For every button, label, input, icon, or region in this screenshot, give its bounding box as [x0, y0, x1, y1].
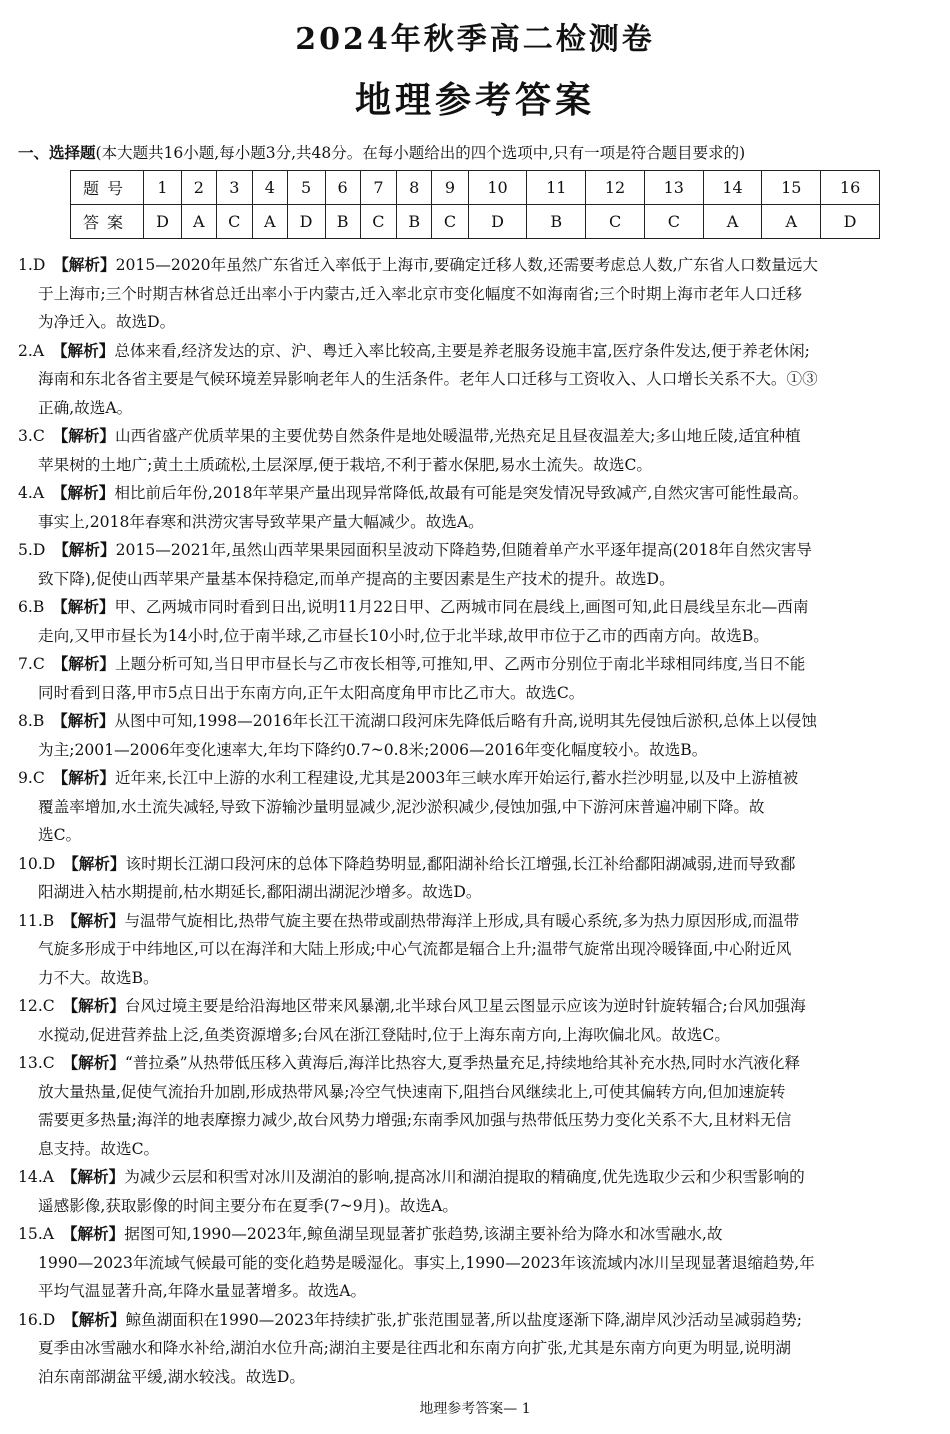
explanation-line: 事实上,2018年春寒和洪涝灾害导致苹果产量大幅减少。故选A。: [38, 512, 484, 531]
explanation-line: 夏季由冰雪融水和降水补给,湖泊水位升高;湖泊主要是往西北和东南方向扩张,尤其是东南方向更为明显,说明湖: [38, 1339, 792, 1357]
explanation-item: [18, 536, 934, 593]
answer-cell: A: [182, 205, 217, 239]
explanation-line: [18, 650, 934, 679]
explanation-text: 与温带气旋相比,热带气旋主要在热带或副热带海洋上形成,具有暖心系统,多为热力原因形成,而温带: [124, 911, 800, 930]
item-number: 14.A: [18, 1168, 55, 1186]
answer-cell: A: [762, 205, 821, 239]
explanation-item: [18, 593, 934, 650]
explanation-item: [18, 650, 934, 707]
explanation-line: 需要更多热量;海洋的地表摩擦力减少,故台风势力增强;东南季风加强与热带低压势力变化关系不大,且材料无信: [38, 1111, 792, 1129]
explanation-line: [18, 764, 934, 793]
explanation-text: 近年来,长江中上游的水利工程建设,尤其是2003年三峡水库开始运行,蓄水拦沙明显,以及中上游植被: [115, 769, 799, 787]
explanation-line: [18, 337, 934, 366]
answer-table-row-answers: [71, 205, 880, 239]
item-number: 11.B: [18, 911, 55, 930]
explanation-line: 于上海市;三个时期吉林省总迁出率小于内蒙古,迁入率北京市变化幅度不如海南省;三个时期上海市老年人口迁移: [38, 284, 802, 303]
item-number: 4.A: [18, 484, 45, 502]
table-header-answer: 答案: [71, 205, 144, 239]
explanation-line: 选C。: [38, 826, 82, 844]
item-number: 5.D: [18, 541, 46, 559]
explanation-line: 致下降),促使山西苹果产量基本保持稳定,而单产提高的主要因素是生产技术的提升。故选D。: [38, 569, 675, 588]
analysis-tag: 【解析】: [63, 1309, 126, 1329]
explanation-line: 海南和东北各省主要是气候环境差异影响老年人的生活条件。老年人口迁移与工资收入、人口增长关系不大。①③: [38, 370, 818, 388]
answer-cell: D: [144, 205, 182, 239]
explanation-item: [18, 707, 934, 764]
explanation-line: 息支持。故选C。: [38, 1139, 160, 1158]
explanation-line: [18, 1049, 934, 1078]
explanation-line: 泊东南部湖盆平缓,湖水较浅。故选D。: [38, 1367, 305, 1386]
explanation-line: [18, 1220, 934, 1249]
analysis-tag: 【解析】: [52, 597, 115, 616]
explanation-line: 平均气温显著升高,年降水量显著增多。故选A。: [38, 1282, 367, 1300]
explanation-line: 水搅动,促进营养盐上泛,鱼类资源增多;台风在浙江登陆时,位于上海东南方向,上海吹偏北风。故选C。: [38, 1025, 730, 1044]
question-number-cell: 7: [360, 171, 396, 205]
question-number-cell: 12: [586, 171, 645, 205]
answer-cell: A: [253, 205, 288, 239]
question-number-cell: 4: [253, 171, 288, 205]
explanation-text: 2015—2020年虽然广东省迁入率低于上海市,要确定迁移人数,还需要考虑总人数,广东省人口数量远大: [115, 256, 818, 274]
explanation-item: [18, 1049, 934, 1163]
item-number: 7.C: [18, 655, 45, 673]
analysis-tag: 【解析】: [51, 483, 115, 502]
analysis-tag: 【解析】: [63, 853, 126, 873]
explanation-line: 走向,又甲市昼长为14小时,位于南半球,乙市昼长10小时,位于北半球,故甲市位于乙市的西南方向。故选B。: [38, 626, 769, 645]
explanation-line: [18, 1306, 934, 1335]
question-number-cell: 6: [325, 171, 360, 205]
question-number-cell: 1: [144, 171, 182, 205]
question-number-cell: 14: [703, 171, 762, 205]
section-heading: [18, 141, 938, 163]
explanation-line: 同时看到日落,甲市5点日出于东南方向,正午太阳高度角甲市比乙市大。故选C。: [38, 683, 585, 702]
answer-cell: C: [644, 205, 703, 239]
answer-cell: B: [397, 205, 432, 239]
answer-cell: C: [432, 205, 468, 239]
explanation-line: 气旋多形成于中纬地区,可以在海洋和大陆上形成;中心气流都是辐合上升;温带气旋常出现冷暖锋面,中心附近风: [38, 940, 792, 958]
page-footer: 地理参考答案— 1: [419, 1401, 531, 1417]
explanation-line: [18, 907, 934, 936]
explanation-item: [18, 251, 934, 337]
explanation-line: 遥感影像,获取影像的时间主要分布在夏季(7~9月)。故选A。: [38, 1196, 458, 1215]
analysis-tag: 【解析】: [52, 426, 115, 445]
explanation-line: 1990—2023年流域气候最可能的变化趋势是暖湿化。事实上,1990—2023年该流域内冰川呈现显著退缩趋势,年: [38, 1253, 815, 1272]
explanation-item: [18, 337, 934, 423]
answer-cell: D: [821, 205, 880, 239]
item-number: 2.A: [18, 341, 45, 360]
item-number: 8.B: [18, 712, 45, 730]
question-number-cell: 8: [397, 171, 432, 205]
item-number: 15.A: [18, 1225, 55, 1243]
explanation-line: 覆盖率增加,水土流失减轻,导致下游输沙量明显减少,泥沙淤积减少,侵蚀加强,中下游河床普遍冲刷下降。故: [38, 797, 765, 816]
analysis-tag: 【解析】: [62, 1053, 125, 1072]
answer-cell: B: [325, 205, 360, 239]
explanation-line: [18, 992, 934, 1021]
explanation-line: [18, 479, 934, 508]
answer-table-row-numbers: [71, 171, 880, 205]
item-number: 3.C: [18, 427, 45, 445]
question-number-cell: 2: [182, 171, 217, 205]
explanation-list: [18, 251, 934, 1391]
explanation-item: [18, 1220, 934, 1306]
explanation-line: 为主;2001—2006年变化速率大,年均下降约0.7~0.8米;2006—2016年变化幅度较小。故选B。: [38, 740, 708, 759]
question-number-cell: 16: [821, 171, 880, 205]
exam-title: 2024年秋季高二检测卷: [295, 22, 655, 57]
analysis-tag: 【解析】: [52, 711, 115, 730]
answer-cell: C: [360, 205, 396, 239]
analysis-tag: 【解析】: [51, 340, 115, 360]
explanation-text: 相比前后年份,2018年苹果产量出现异常降低,故最有可能是突发情况导致减产,自然灾害可能性最高。: [114, 484, 809, 502]
explanation-text: 为减少云层和积雪对冰川及湖泊的影响,提高冰川和湖泊提取的精确度,优先选取少云和少积雪影响的: [124, 1168, 805, 1186]
section-note: (本大题共16小题,每小题3分,共48分。在每小题给出的四个选项中,只有一项是符合题目要求的): [95, 144, 746, 162]
explanation-line: [18, 1163, 934, 1192]
explanation-text: 据图可知,1990—2023年,鲸鱼湖呈现显著扩张趋势,该湖主要补给为降水和冰雪融水,故: [124, 1225, 723, 1243]
question-number-cell: 11: [527, 171, 586, 205]
explanation-line: [18, 850, 934, 879]
explanation-text: 鲸鱼湖面积在1990—2023年持续扩张,扩张范围显著,所以盐度逐渐下降,湖岸风沙活动呈减弱趋势;: [125, 1310, 802, 1329]
explanation-line: 放大量热量,促使气流抬升加剧,形成热带风暴;冷空气快速南下,阻挡台风继续北上,可使其偏转方向,但加速旋转: [38, 1082, 786, 1101]
explanation-text: 甲、乙两城市同时看到日出,说明11月22日甲、乙两城市同在晨线上,画图可知,此日晨线呈东北—西南: [114, 598, 809, 616]
explanation-item: [18, 764, 934, 850]
item-number: 13.C: [18, 1054, 55, 1072]
analysis-tag: 【解析】: [52, 654, 115, 673]
explanation-line: 苹果树的土地广;黄土土质疏松,土层深厚,便于栽培,不利于蓄水保肥,易水土流失。故选C。: [38, 455, 652, 474]
explanation-text: 该时期长江湖口段河床的总体下降趋势明显,鄱阳湖补给长江增强,长江补给鄱阳湖减弱,进而导致鄱: [125, 854, 796, 873]
explanation-line: 为净迁入。故选D。: [38, 313, 176, 331]
item-number: 16.D: [18, 1310, 56, 1329]
explanation-line: [18, 251, 934, 280]
answer-cell: B: [527, 205, 586, 239]
table-header-number: 题号: [71, 171, 144, 205]
item-number: 10.D: [18, 854, 56, 873]
analysis-tag: 【解析】: [61, 1224, 125, 1243]
explanation-text: “普拉桑”从热带低压移入黄海后,海洋比热容大,夏季热量充足,持续地给其补充水热,同时水汽液化释: [124, 1054, 801, 1072]
question-number-cell: 13: [644, 171, 703, 205]
explanation-text: 从图中可知,1998—2016年长江干流湖口段河床先降低后略有升高,说明其先侵蚀后淤积,总体上以侵蚀: [114, 712, 817, 730]
explanation-item: [18, 1163, 934, 1220]
analysis-tag: 【解析】: [62, 910, 125, 930]
explanation-line: 力不大。故选B。: [38, 968, 159, 987]
item-number: 12.C: [18, 997, 55, 1015]
explanation-text: 台风过境主要是给沿海地区带来风暴潮,北半球台风卫星云图显示应该为逆时针旋转辐合;台风加强海: [124, 997, 806, 1015]
explanation-item: [18, 1306, 934, 1392]
answer-cell: A: [703, 205, 762, 239]
analysis-tag: 【解析】: [52, 768, 115, 787]
explanation-line: 阳湖进入枯水期提前,枯水期延长,鄱阳湖出湖泥沙增多。故选D。: [38, 883, 482, 901]
explanation-line: [18, 593, 934, 622]
item-number: 6.B: [18, 598, 45, 616]
explanation-item: [18, 907, 934, 993]
answer-cell: D: [468, 205, 527, 239]
explanation-item: [18, 422, 934, 479]
question-number-cell: 3: [216, 171, 252, 205]
explanation-line: 正确,故选A。: [38, 398, 133, 417]
answer-cell: D: [287, 205, 325, 239]
question-number-cell: 15: [762, 171, 821, 205]
explanation-text: 2015—2021年,虽然山西苹果果园面积呈波动下降趋势,但随着单产水平逐年提高(2018年自然灾害导: [115, 541, 813, 559]
analysis-tag: 【解析】: [62, 996, 125, 1015]
explanation-text: 上题分析可知,当日甲市昼长与乙市夜长相等,可推知,甲、乙两市分别位于南北半球相同纬度,当日不能: [115, 655, 806, 673]
question-number-cell: 10: [468, 171, 527, 205]
explanation-text: 总体来看,经济发达的京、沪、粤迁入率比较高,主要是养老服务设施丰富,医疗条件发达,便于养老休闲;: [114, 341, 810, 360]
answer-cell: C: [216, 205, 252, 239]
explanation-text: 山西省盛产优质苹果的主要优势自然条件是地处暖温带,光热充足且昼夜温差大;多山地丘陵,适宜种植: [115, 427, 801, 445]
analysis-tag: 【解析】: [53, 540, 116, 559]
question-number-cell: 5: [287, 171, 325, 205]
explanation-item: [18, 479, 934, 536]
answer-key-title: 地理参考答案: [354, 79, 595, 121]
answer-cell: C: [586, 205, 645, 239]
answer-table: [70, 170, 880, 239]
explanation-item: [18, 992, 934, 1049]
explanation-line: [18, 422, 934, 451]
section-label: 一、选择题: [18, 143, 96, 162]
analysis-tag: 【解析】: [53, 255, 116, 274]
explanation-line: [18, 536, 934, 565]
item-number: 9.C: [18, 769, 45, 787]
analysis-tag: 【解析】: [61, 1167, 125, 1186]
explanation-line: [18, 707, 934, 736]
question-number-cell: 9: [432, 171, 468, 205]
explanation-item: [18, 850, 934, 907]
item-number: 1.D: [18, 256, 46, 274]
